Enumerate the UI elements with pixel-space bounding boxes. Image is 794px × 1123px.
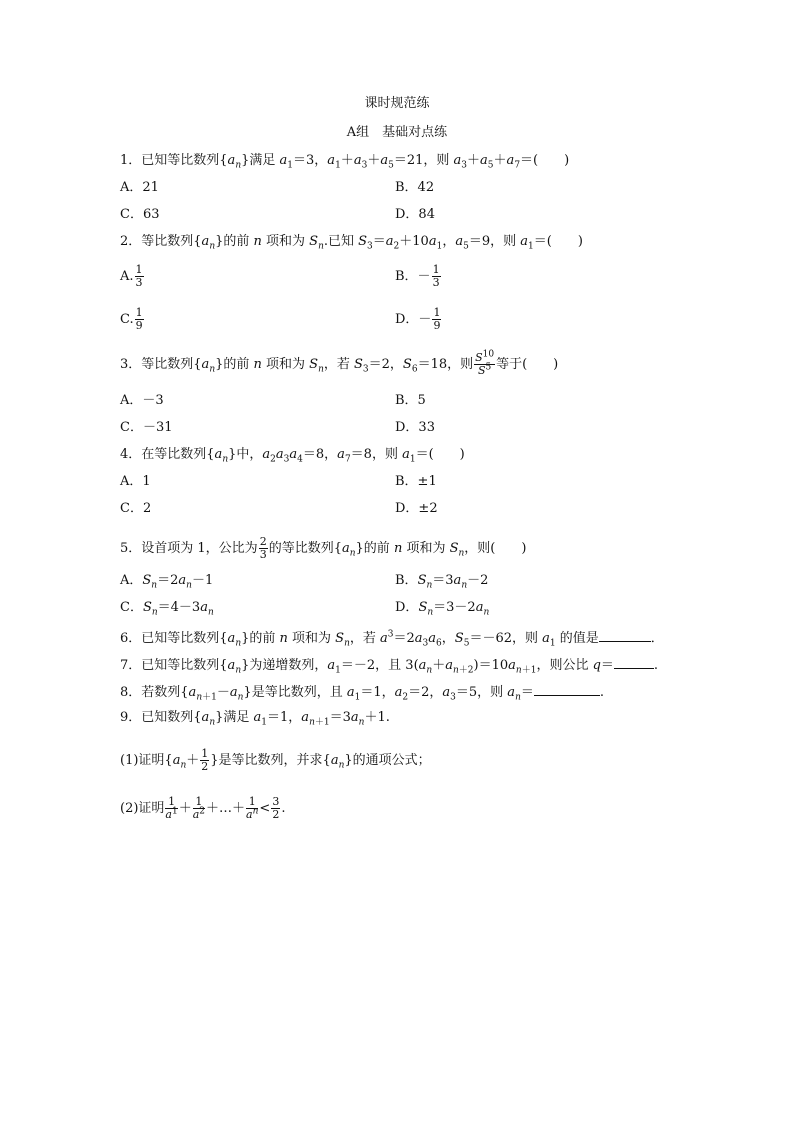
q2-option-a: A. $\frac{1}{3}$ [120, 263, 143, 289]
q6-answer-blank[interactable] [599, 629, 651, 642]
q5-option-b: B．$S_n=3a_n-2$ [395, 573, 489, 591]
q2-option-c: C. $\frac{1}{9}$ [120, 306, 143, 332]
q7-answer-blank[interactable] [614, 656, 654, 669]
q3-option-a: A．－3 [120, 393, 164, 408]
q5-option-c: C．$S_n=4-3a_n$ [120, 600, 214, 618]
q1-option-c: C．63 [120, 207, 160, 222]
q5-option-a: A．$S_n=2a_n-1$ [120, 573, 214, 591]
q2-option-b: B．－ $\frac{1}{3}$ [395, 263, 440, 289]
question-5: 5．设首项为 1，公比为 $\frac{2}{3}$ 的等比数列$\{a_n\}$的前 n 项和为 $S_n$，则( ) [120, 535, 527, 561]
q4-option-b: B．±1 [395, 474, 437, 489]
q4-option-d: D．±2 [395, 501, 438, 516]
question-6: 6．已知等比数列$\{a_n\}$的前 n 项和为 $S_n$，若 $a^3=2a_3a_6$，$S_5=-62$，则 $a_1$ 的值是 ． [120, 629, 664, 649]
q1-option-d: D．84 [395, 207, 435, 222]
q3-option-d: D．33 [395, 420, 435, 435]
section-heading: A组 基础对点练 [346, 125, 448, 140]
q3-option-b: B．5 [395, 393, 426, 408]
q3-option-c: C．－31 [120, 420, 173, 435]
question-1: 1．已知等比数列$\{a_n\}$满足 $a_1=3$，$a_1+a_3+a_5=21$，则 $a_3+a_5+a_7=$( ) [120, 153, 570, 171]
q4-option-c: C．2 [120, 501, 152, 516]
question-9: 9．已知数列$\{a_n\}$满足 $a_1=1$，$a_{n+1}=3a_n+1$. [120, 710, 390, 728]
question-8: 8．若数列$\{a_{n+1}-a_n\}$是等比数列，且 $a_1=1$，$a_2=2$，$a_3=5$，则 $a_n=$ . [120, 685, 605, 703]
q5-option-d: D．$S_n=3-2a_n$ [395, 600, 490, 618]
q9-part-2: (2)证明 $\frac{1}{a^1}$ ＋ $\frac{1}{a^2}$ ＋…＋ $\frac{1}{a^n}$ < $\frac{3}{2}$ . [120, 795, 286, 821]
question-3: 3．等比数列$\{a_n\}$的前 n 项和为 $S_n$，若 $S_3=2$，$S_6=18$，则 $\frac{S^{10}}{S^5}$ 等于( ) [120, 349, 559, 377]
q9-part-1: (1)证明{$a_n+$ $\frac{1}{2}$ }是等比数列，并求$\{a_n\}$的通项公式； [120, 747, 431, 773]
question-2: 2．等比数列$\{a_n\}$的前 n 项和为 $S_n$.已知 $S_3=a_2+10a_1$，$a_5=9$，则 $a_1=$( ) [120, 234, 583, 252]
question-7: 7．已知等比数列$\{a_n\}$为递增数列，$a_1=-2$，且 $3(a_n+a_{n+2})=10a_{n+1}$，则公比 q＝ . [120, 658, 659, 676]
question-4: 4．在等比数列$\{a_n\}$中，$a_2a_3a_4=8$，$a_7=8$，则 $a_1=$( ) [120, 447, 465, 465]
q1-option-a: A．21 [120, 180, 159, 195]
page-title: 课时规范练 [364, 96, 430, 111]
q8-answer-blank[interactable] [534, 683, 600, 696]
q1-option-b: B．42 [395, 180, 435, 195]
q4-option-a: A．1 [120, 474, 151, 489]
q2-option-d: D．－ $\frac{1}{9}$ [395, 306, 441, 332]
